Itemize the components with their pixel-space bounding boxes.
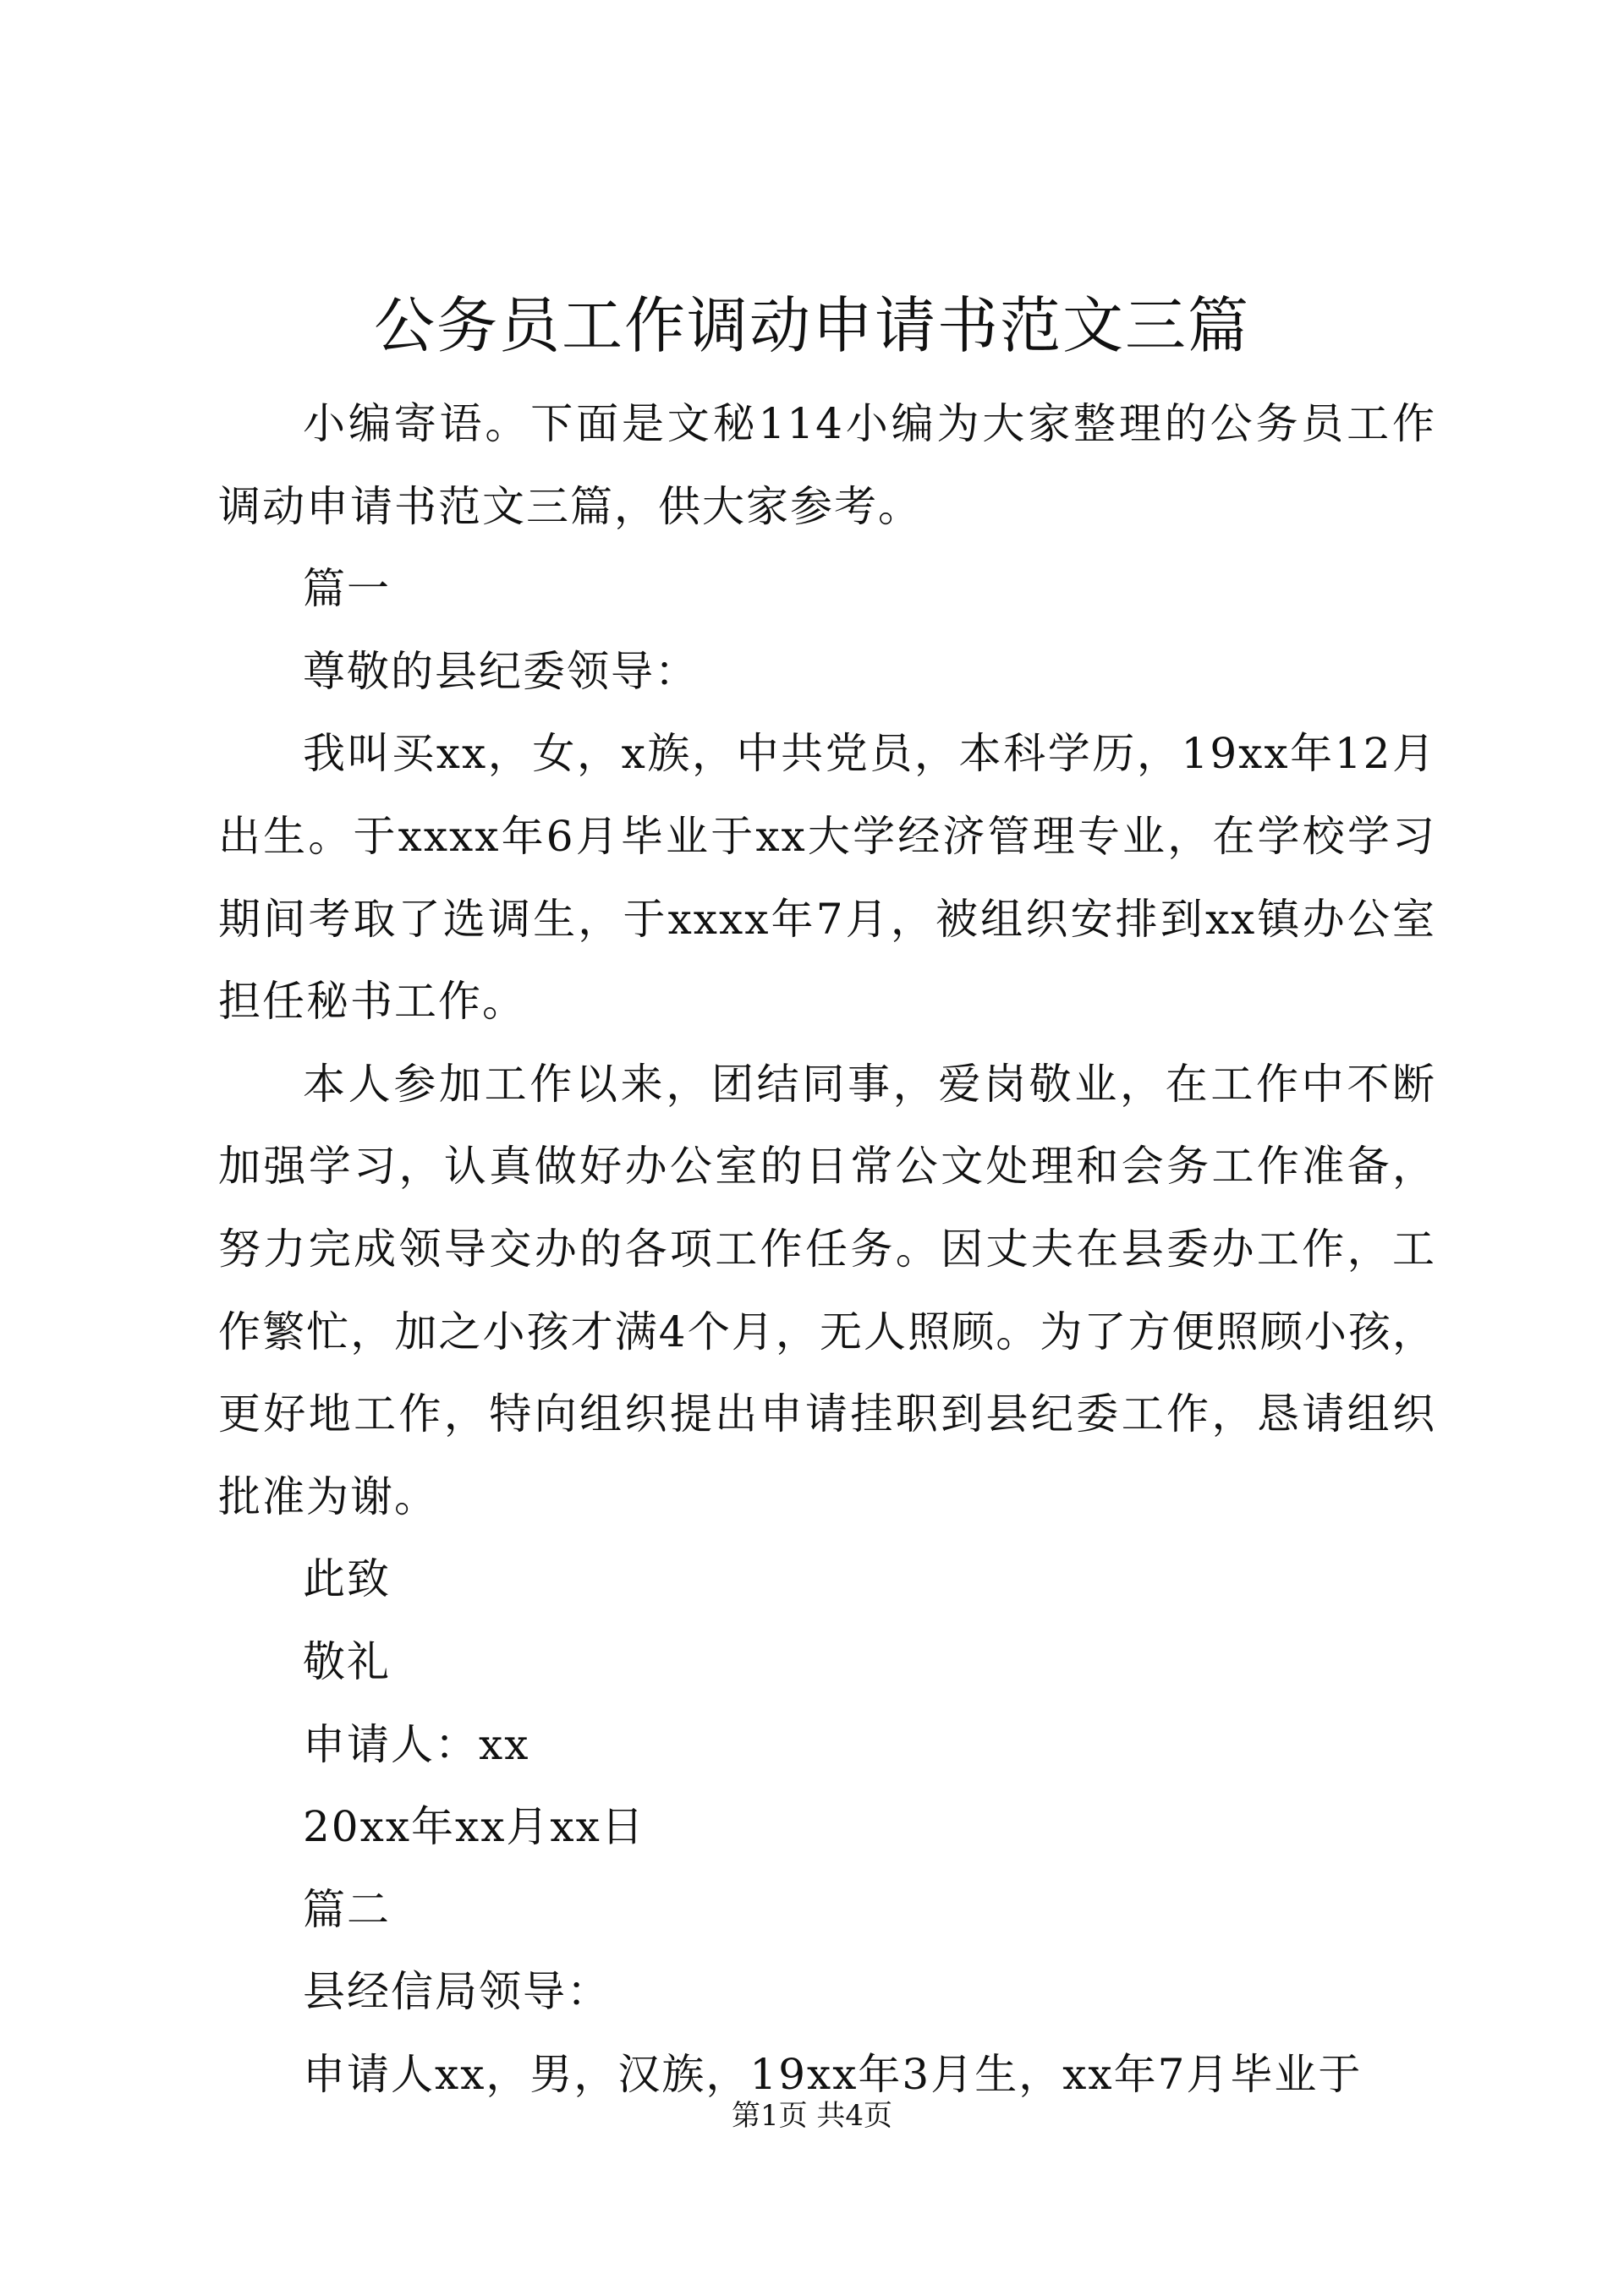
body-paragraph: 本人参加工作以来，团结同事，爱岗敬业，在工作中不断加强学习，认真做好办公室的日常公文处理和会务工作准备，努力完成领导交办的各项工作任务。因丈夫在县委办工作，工作繁忙，加之小孩才满4个月，无人照顾。为了方便照顾小孩，更好地工作，特向组织提出申请挂职到县纪委工作，恳请组织批准为谢。 xyxy=(218,1059,1436,1521)
body-paragraph: 申请人xx，男，汉族，19xx年3月生，xx年7月毕业于 xyxy=(303,2049,1363,2099)
salutation-1: 尊敬的县纪委领导： xyxy=(303,646,699,696)
salutation-2: 县经信局领导： xyxy=(303,1967,611,2017)
document-title: 公务员工作调动申请书范文三篇 xyxy=(373,290,1250,361)
body-paragraph: 我叫买xx，女，x族，中共党员，本科学历，19xx年12月出生。于xxxx年6月毕业于xx大学经济管理专业，在学校学习期间考取了选调生，于xxxx年7月，被组织安排到xx镇办公室担任秘书工作。 xyxy=(218,729,1436,1027)
closing-line: 敬礼 xyxy=(303,1636,391,1686)
date-line: 20xx年xx月xx日 xyxy=(303,1802,645,1852)
section-heading-2: 篇二 xyxy=(303,1884,391,1934)
signature-line: 申请人：xx xyxy=(303,1719,530,1769)
closing-line: 此致 xyxy=(303,1554,391,1604)
page-footer: 第1页 共4页 xyxy=(731,2099,893,2133)
document-body xyxy=(218,383,1436,2116)
intro-paragraph: 小编寄语。下面是文秘114小编为大家整理的公务员工作调动申请书范文三篇，供大家参考。 xyxy=(218,399,1436,531)
section-heading-1: 篇一 xyxy=(303,564,391,614)
